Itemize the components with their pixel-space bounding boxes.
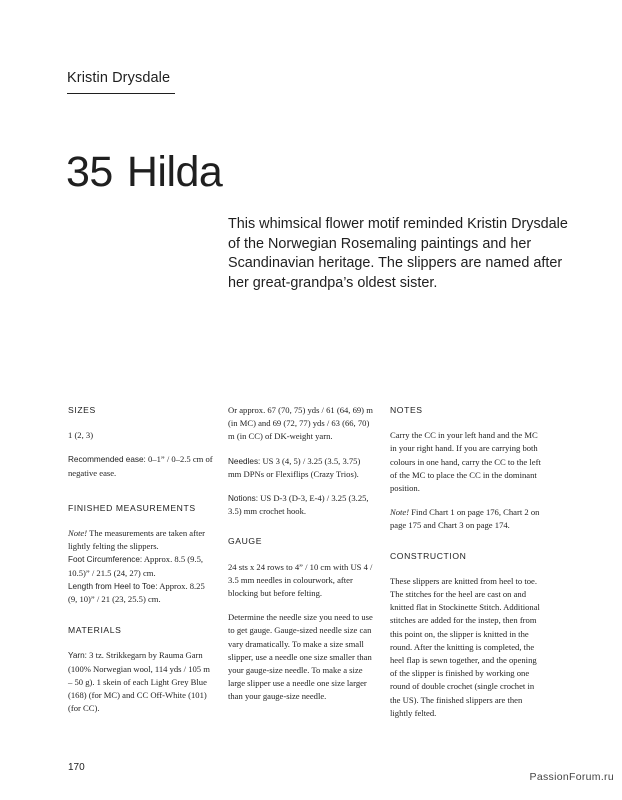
yarn-label: Yarn:	[68, 651, 87, 661]
length-label: Length from Heel to Toe:	[68, 581, 158, 591]
needles-text: US 3 (4, 5) / 3.25 (3.5, 3.75) mm DPNs or Flexiflips (Crazy Trios).	[228, 455, 361, 479]
ease-label: Recommended ease:	[68, 455, 146, 465]
pattern-number: 35	[66, 148, 113, 196]
notes-note-text: Find Chart 1 on page 176, Chart 2 on page 175 and Chart 3 on page 174.	[390, 507, 540, 531]
page-number: 170	[68, 762, 85, 773]
ease-text: 0–1” / 0–2.5 cm of negative ease.	[68, 454, 213, 478]
watermark: PassionForum.ru	[529, 771, 614, 783]
foot-circumference	[68, 553, 215, 579]
length-text: Approx. 8.25 (9, 10)” / 21 (23, 25.5) cm.	[68, 580, 205, 605]
finished-note-label: Note!	[68, 528, 88, 539]
pattern-title	[66, 148, 222, 197]
sizes-values: 1 (2, 3)	[68, 430, 94, 441]
construction-text: These slippers are knitted from heel to toe. The stitches for the heel are cast on and knitted flat in Stockinette Stitch. Additional stitches are added for the instep, then from this point on, the slipper is knitted in the round. After the knitting is completed, the heel flap is sewn together, and the opening of the slipper is finished by working one round of double crochet (single crochet in the US). The finished slippers are then lightly felted.	[390, 575, 540, 718]
notions-label: Notions:	[228, 494, 259, 504]
materials-heading: MATERIALS	[68, 625, 122, 636]
yarn-alternative: Or approx. 67 (70, 75) yds / 61 (64, 69) m (in MC) and 69 (72, 77) yds / 63 (66, 70) m (in CC) of DK-weight yarn.	[228, 405, 373, 442]
finished-note-text: The measurements are taken after lightly felting the slippers.	[68, 528, 206, 552]
ease-paragraph	[68, 453, 215, 479]
notes-note	[390, 506, 542, 532]
column-right	[390, 404, 542, 731]
foot-label: Foot Circumference:	[68, 555, 143, 565]
column-middle	[228, 404, 375, 715]
gauge-text: 24 sts x 24 rows to 4” / 10 cm with US 4 / 3.5 mm needles in colourwork, after blocking but before felting.	[228, 561, 373, 599]
needles-paragraph	[228, 455, 375, 481]
notions-paragraph	[228, 492, 375, 518]
gauge-heading: GAUGE	[228, 536, 263, 547]
pattern-name: Hilda	[126, 148, 223, 196]
gauge-needle-text: Determine the needle size you need to use to get gauge. Gauge-sized needle size can vary dramatically. To make a size small slipper, use a needle one size smaller than your gauge-size needle. To make a size large slipper use a needle one size larger than your gauge-size needle.	[228, 612, 373, 702]
heel-toe-length	[68, 580, 215, 606]
notions-text: US D-3 (D-3, E-4) / 3.25 (3.25, 3.5) mm crochet hook.	[228, 493, 369, 517]
notes-text: Carry the CC in your left hand and the MC in your right hand. If you are carrying both colours in one hand, carry the CC to the left of the MC to place the CC in the dominant position.	[390, 430, 541, 494]
sizes-heading: SIZES	[68, 405, 96, 415]
finished-heading: FINISHED MEASUREMENTS	[68, 502, 196, 513]
column-left	[68, 404, 215, 726]
finished-note	[68, 527, 215, 553]
foot-text: Approx. 8.5 (9.5, 10.5)” / 21.5 (24, 27) cm.	[68, 554, 204, 578]
needles-label: Needles:	[228, 456, 261, 466]
construction-heading: CONSTRUCTION	[390, 550, 467, 561]
yarn-text: 3 tz. Strikkegarn by Rauma Garn (100% Norwegian wool, 114 yds / 105 m – 50 g). 1 skein of each Light Grey Blue (168) (for MC) and CC Off-White (101) (for CC).	[68, 650, 210, 714]
intro-paragraph: This whimsical flower motif reminded Kristin Drysdale of the Norwegian Rosemaling paintings and her Scandinavian heritage. The slippers are named after her great-grandpa’s oldest sister.	[228, 216, 568, 291]
notes-heading: NOTES	[390, 405, 423, 415]
notes-note-label: Note!	[390, 507, 410, 518]
author-underline	[67, 93, 175, 94]
finished-block	[68, 527, 215, 606]
author-name: Kristin Drysdale	[67, 70, 171, 86]
yarn-paragraph	[68, 649, 215, 715]
